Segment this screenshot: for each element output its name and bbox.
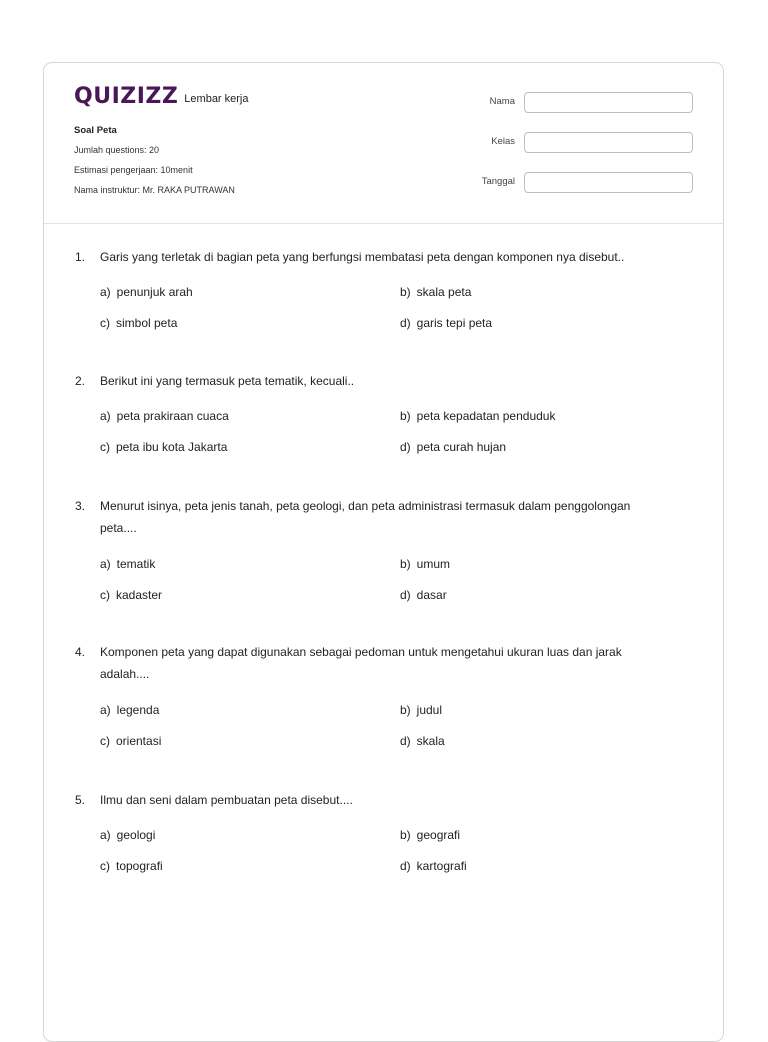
- option-c: [100, 734, 161, 748]
- question-text: Komponen peta yang dapat digunakan sebagai pedoman untuk mengetahui ukuran luas dan jarak adalah....: [100, 645, 622, 681]
- question-number: 4.: [75, 645, 86, 659]
- option-key: d): [400, 734, 411, 748]
- option-text: peta curah hujan: [416, 440, 507, 454]
- question-number: 1.: [75, 250, 86, 264]
- quiz-title: Soal Peta: [74, 125, 117, 136]
- option-d: [400, 859, 467, 873]
- option-key: a): [100, 828, 111, 842]
- question-stem: [75, 370, 675, 392]
- question-stem: [75, 641, 675, 685]
- option-b: [400, 409, 555, 423]
- option-b: [400, 703, 442, 717]
- option-key: c): [100, 440, 110, 454]
- question-text: Menurut isinya, peta jenis tanah, peta geologi, dan peta administrasi termasuk dalam penggolongan peta....: [100, 499, 631, 535]
- option-c: [100, 440, 227, 454]
- option-text: skala: [416, 734, 445, 748]
- brand: [74, 85, 249, 109]
- option-text: garis tepi peta: [416, 316, 493, 330]
- option-b: [400, 557, 450, 571]
- option-key: c): [100, 734, 110, 748]
- option-key: d): [400, 440, 411, 454]
- option-text: penunjuk arah: [116, 285, 193, 299]
- worksheet-subtitle: Lembar kerja: [184, 93, 249, 105]
- option-a: [100, 703, 159, 717]
- option-d: [400, 316, 492, 330]
- option-c: [100, 316, 177, 330]
- name-field[interactable]: [524, 92, 693, 113]
- option-key: a): [100, 409, 111, 423]
- question-count: Jumlah questions: 20: [74, 145, 160, 155]
- question-2: [75, 370, 675, 454]
- time-estimate: Estimasi pengerjaan: 10menit: [74, 165, 193, 175]
- option-text: geografi: [416, 828, 461, 842]
- option-text: umum: [416, 557, 451, 571]
- option-text: peta prakiraan cuaca: [116, 409, 229, 423]
- option-b: [400, 828, 460, 842]
- option-key: d): [400, 316, 411, 330]
- option-key: c): [100, 859, 110, 873]
- option-d: [400, 734, 445, 748]
- quizizz-logo: QUIZIZZ: [74, 84, 179, 109]
- question-number: 5.: [75, 793, 86, 807]
- option-text: legenda: [116, 703, 160, 717]
- option-text: peta kepadatan penduduk: [416, 409, 556, 423]
- option-key: b): [400, 409, 411, 423]
- option-text: dasar: [416, 588, 447, 602]
- instructor-name: Nama instruktur: Mr. RAKA PUTRAWAN: [74, 185, 235, 195]
- option-key: a): [100, 703, 111, 717]
- option-key: b): [400, 703, 411, 717]
- option-key: a): [100, 557, 111, 571]
- option-a: [100, 285, 193, 299]
- date-label: Tanggal: [481, 176, 515, 187]
- option-a: [100, 828, 155, 842]
- question-text: Garis yang terletak di bagian peta yang berfungsi membatasi peta dengan komponen nya disebut..: [100, 250, 625, 264]
- option-text: kartografi: [416, 859, 467, 873]
- question-stem: [75, 789, 675, 811]
- question-5: [75, 789, 675, 873]
- option-key: c): [100, 316, 110, 330]
- option-b: [400, 285, 471, 299]
- option-c: [100, 859, 163, 873]
- option-key: d): [400, 588, 411, 602]
- option-text: peta ibu kota Jakarta: [116, 440, 228, 454]
- option-c: [100, 588, 162, 602]
- question-text: Ilmu dan seni dalam pembuatan peta disebut....: [100, 793, 353, 807]
- question-stem: [75, 495, 675, 539]
- question-number: 2.: [75, 374, 86, 388]
- class-label: Kelas: [491, 136, 515, 147]
- option-text: tematik: [116, 557, 156, 571]
- question-text: Berikut ini yang termasuk peta tematik, kecuali..: [100, 374, 355, 388]
- name-label: Nama: [489, 96, 515, 107]
- option-d: [400, 588, 447, 602]
- worksheet-header: [44, 63, 723, 224]
- class-field[interactable]: [524, 132, 693, 153]
- option-key: c): [100, 588, 110, 602]
- option-key: b): [400, 285, 411, 299]
- question-3: [75, 495, 675, 602]
- option-a: [100, 557, 155, 571]
- date-field[interactable]: [524, 172, 693, 193]
- option-key: b): [400, 828, 411, 842]
- option-d: [400, 440, 506, 454]
- option-key: d): [400, 859, 411, 873]
- option-text: judul: [416, 703, 443, 717]
- question-1: [75, 246, 675, 330]
- option-text: skala peta: [416, 285, 472, 299]
- option-text: simbol peta: [116, 316, 178, 330]
- option-text: geologi: [116, 828, 156, 842]
- option-key: a): [100, 285, 111, 299]
- option-key: b): [400, 557, 411, 571]
- option-text: topografi: [116, 859, 163, 873]
- question-number: 3.: [75, 499, 86, 513]
- option-a: [100, 409, 229, 423]
- worksheet-page: [43, 62, 724, 1042]
- option-text: kadaster: [116, 588, 163, 602]
- option-text: orientasi: [116, 734, 162, 748]
- question-stem: [75, 246, 675, 268]
- question-4: [75, 641, 675, 748]
